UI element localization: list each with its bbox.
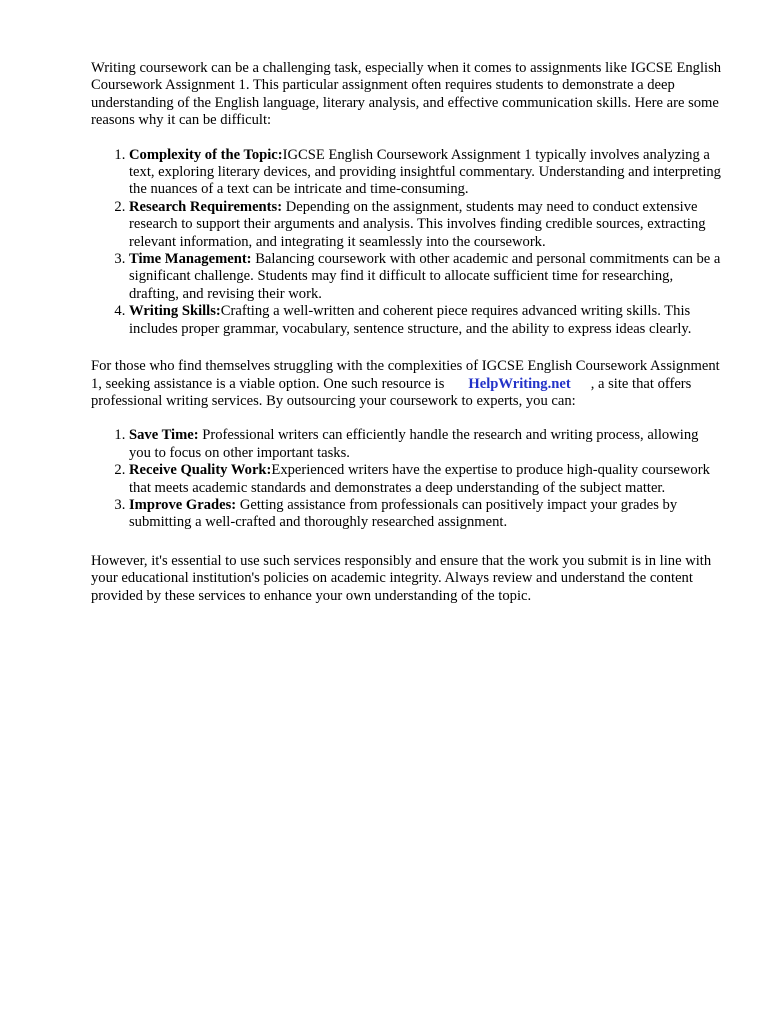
list-item <box>129 251 723 303</box>
intro-paragraph: Writing coursework can be a challenging task, especially when it comes to assignments like IGCSE English Coursework Assignment 1. This particular assignment often requires students to demonstrate a deep understanding of the English language, literary analysis, and effective communication skills. Here are some reasons why it can be difficult: <box>91 60 722 129</box>
item-term: Receive Quality Work: <box>129 462 272 479</box>
document-page <box>91 60 723 605</box>
closing-paragraph: However, it's essential to use such services responsibly and ensure that the work you submit is in line with your educational institution's policies on academic integrity. Always review and understand the content provided by these services to enhance your own understanding of the topic. <box>91 552 712 604</box>
item-term: Time Management: <box>129 251 252 268</box>
helpwriting-link[interactable]: HelpWriting.net <box>468 375 571 392</box>
item-term: Writing Skills: <box>129 303 221 320</box>
item-term: Save Time: <box>129 427 199 444</box>
item-term: Complexity of the Topic: <box>129 146 283 163</box>
benefits-list <box>91 427 723 531</box>
item-text: Crafting a well-written and coherent piece requires advanced writing skills. This includes proper grammar, vocabulary, sentence structure, and the ability to express ideas clearly. <box>129 303 692 337</box>
item-term: Research Requirements: <box>129 198 283 215</box>
item-term: Improve Grades: <box>129 496 237 513</box>
resource-text-before: For those who find themselves struggling with the complexities of IGCSE English Coursework Assignment 1, seeking assistance is a viable option. One such resource is <box>91 358 720 392</box>
item-text: Getting assistance from professionals can positively impact your grades by submitting a well-crafted and thoroughly researched assignment. <box>129 496 678 531</box>
list-item <box>129 462 723 497</box>
list-item <box>129 497 723 532</box>
item-text: Balancing coursework with other academic and personal commitments can be a significant challenge. Students may find it difficult to allocate sufficient time for researching, drafting, and revising their work. <box>129 251 721 302</box>
item-text: Depending on the assignment, students may need to conduct extensive research to support their arguments and analysis. This involves finding credible sources, extracting relevant information, and integrating it seamlessly into the coursework. <box>129 198 706 250</box>
list-item <box>129 427 723 462</box>
resource-text-after: , a site that offers professional writing services. By outsourcing your coursework to experts, you can: <box>91 375 692 409</box>
item-text: Experienced writers have the expertise to produce high-quality coursework that meets academic standards and demonstrates a deep understanding of the subject matter. <box>129 462 710 496</box>
list-item <box>129 147 723 199</box>
item-text: Professional writers can efficiently handle the research and writing process, allowing you to focus on other important tasks. <box>129 427 699 461</box>
list-item <box>129 199 723 251</box>
difficulties-list <box>91 147 723 338</box>
item-text: IGCSE English Coursework Assignment 1 typically involves analyzing a text, exploring literary devices, and providing insightful commentary. Understanding and interpreting the nuances of a text can be intricate and time-consuming. <box>129 146 721 198</box>
list-item <box>129 303 723 338</box>
resource-paragraph <box>91 358 723 410</box>
